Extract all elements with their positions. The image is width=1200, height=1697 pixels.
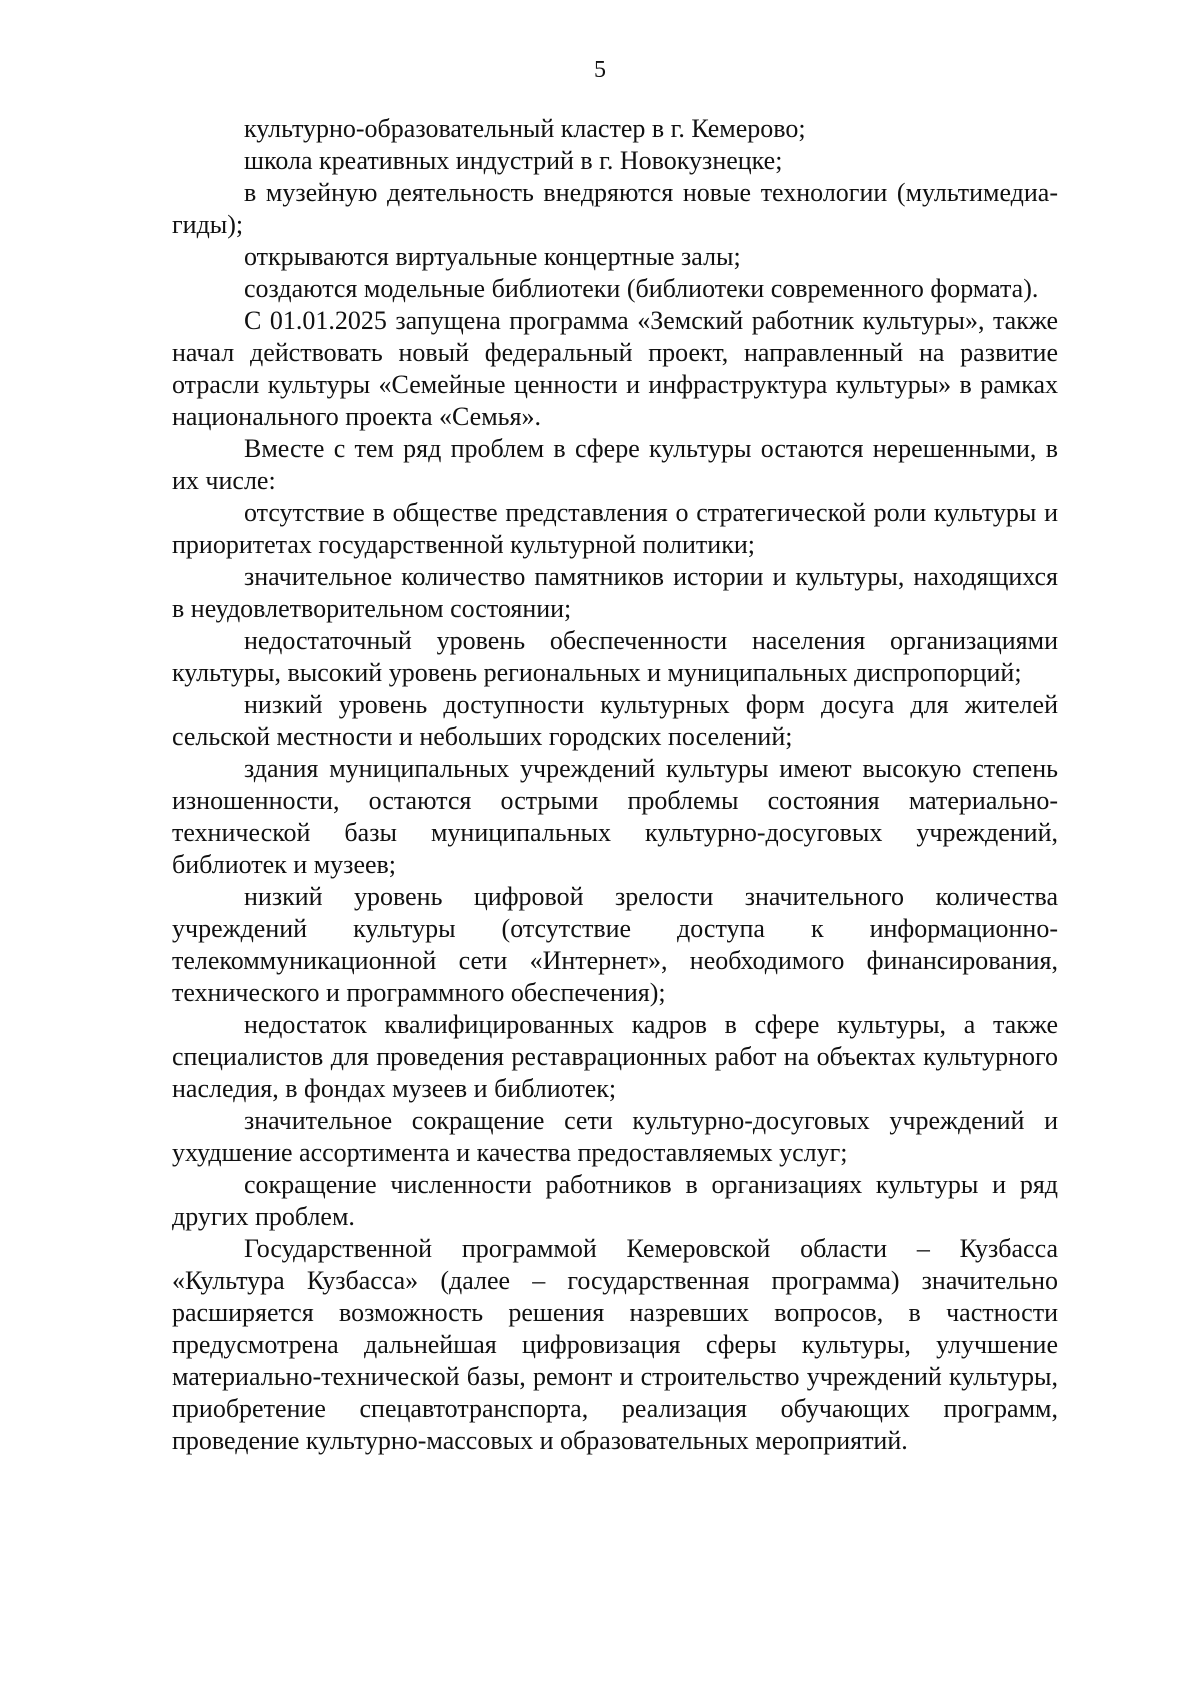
page-number: 5	[594, 57, 606, 83]
paragraph: школа креативных индустрий в г. Новокузнецке;	[244, 146, 783, 175]
paragraph: недостаточный уровень обеспеченности населения организациями культуры, высокий уровень региональных и муниципальных диспропорций;	[172, 626, 1058, 687]
paragraph: сокращение численности работников в организациях культуры и ряд других проблем.	[172, 1170, 1058, 1231]
paragraph: здания муниципальных учреждений культуры имеют высокую степень изношенности, остаются острыми проблемы состояния материально-технической базы муниципальных культурно-досуговых учреждений, библиотек и музеев;	[172, 754, 1058, 879]
paragraph: Вместе с тем ряд проблем в сфере культуры остаются нерешенными, в их числе:	[172, 434, 1058, 495]
paragraph: в музейную деятельность внедряются новые технологии (мультимедиа-гиды);	[172, 178, 1058, 239]
body-text	[172, 113, 1058, 1457]
paragraph: низкий уровень доступности культурных форм досуга для жителей сельской местности и небольших городских поселений;	[172, 690, 1058, 751]
paragraph: Государственной программой Кемеровской области – Кузбасса «Культура Кузбасса» (далее – государственная программа) значительно расширяется возможность решения назревших вопросов, в частности предусмотрена дальнейшая цифровизация сферы культуры, улучшение материально-технической базы, ремонт и строительство учреждений культуры, приобретение спецавтотранспорта, реализация обучающих программ, проведение культурно-массовых и образовательных мероприятий.	[172, 1234, 1058, 1455]
paragraph: культурно-образовательный кластер в г. Кемерово;	[244, 114, 806, 143]
paragraph: значительное сокращение сети культурно-досуговых учреждений и ухудшение ассортимента и качества предоставляемых услуг;	[172, 1106, 1058, 1167]
paragraph: создаются модельные библиотеки (библиотеки современного формата).	[244, 274, 1039, 303]
paragraph: С 01.01.2025 запущена программа «Земский работник культуры», также начал действовать новый федеральный проект, направленный на развитие отрасли культуры «Семейные ценности и инфраструктура культуры» в рамках национального проекта «Семья».	[172, 306, 1058, 431]
paragraph: открываются виртуальные концертные залы;	[244, 242, 741, 271]
paragraph: значительное количество памятников истории и культуры, находящихся в неудовлетворительном состоянии;	[172, 562, 1058, 623]
paragraph: недостаток квалифицированных кадров в сфере культуры, а также специалистов для проведения реставрационных работ на объектах культурного наследия, в фондах музеев и библиотек;	[172, 1010, 1058, 1103]
paragraph: отсутствие в обществе представления о стратегической роли культуры и приоритетах государственной культурной политики;	[172, 498, 1058, 559]
paragraph: низкий уровень цифровой зрелости значительного количества учреждений культуры (отсутствие доступа к информационно-телекоммуникационной сети «Интернет», необходимого финансирования, технического и программного обеспечения);	[172, 882, 1058, 1007]
